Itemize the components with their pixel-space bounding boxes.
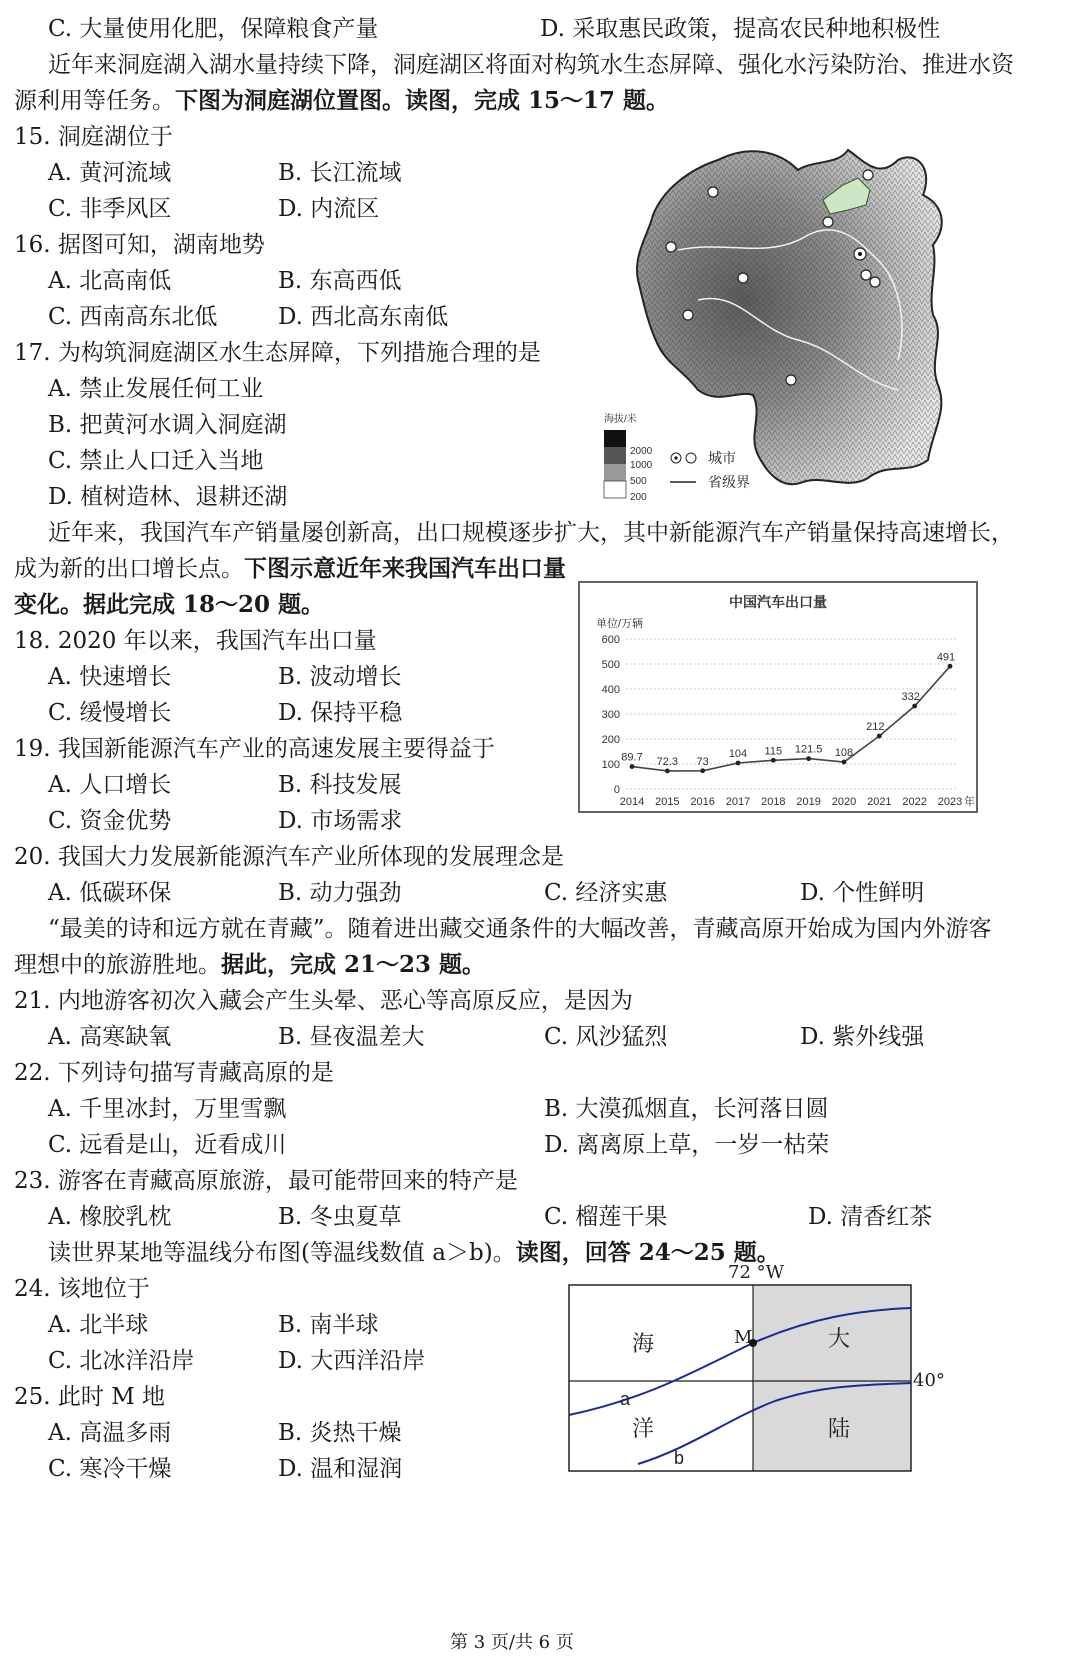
point-m-label: M (734, 1327, 753, 1348)
data-label: 104 (728, 748, 748, 760)
y-tick-label: 100 (601, 759, 620, 771)
question-19: 19. 我国新能源汽车产业的高速发展主要得益于 (14, 736, 495, 762)
page-footer: 第 3 页/共 6 页 (450, 1632, 574, 1653)
q22-option-b: B. 大漠孤烟直，长河落日圆 (544, 1096, 829, 1122)
q19-option-d: D. 市场需求 (278, 808, 403, 834)
data-label: 115 (764, 745, 783, 758)
q16-option-b: B. 东高西低 (278, 268, 402, 294)
data-point (948, 664, 953, 669)
isotherm-b-label: b (674, 1448, 685, 1468)
svg-text:500: 500 (630, 476, 647, 487)
capital-dot (858, 252, 862, 256)
q20-option-a: A. 低碳环保 (48, 880, 172, 906)
q17-option-d: D. 植树造林、退耕还湖 (48, 484, 288, 510)
data-point (771, 758, 776, 763)
q20-option-c: C. 经济实惠 (544, 880, 668, 906)
question-24: 24. 该地位于 (14, 1276, 150, 1302)
q19-option-a: A. 人口增长 (48, 772, 172, 798)
x-tick-label: 2020 (831, 796, 857, 808)
q18-option-b: B. 波动增长 (278, 664, 402, 690)
q21-option-d: D. 紫外线强 (800, 1024, 925, 1050)
q23-option-c: C. 榴莲干果 (544, 1204, 668, 1230)
x-tick-label: 2016 (690, 796, 715, 808)
land-label-2: 陆 (828, 1417, 851, 1442)
q15-option-d: D. 内流区 (278, 196, 380, 222)
x-tick-label: 2014 (619, 796, 645, 808)
q19-option-b: B. 科技发展 (278, 772, 402, 798)
q23-option-a: A. 橡胶乳枕 (48, 1204, 172, 1230)
data-label: 73 (696, 755, 709, 768)
data-point (700, 768, 705, 773)
data-point (665, 769, 670, 774)
chart-frame (578, 581, 978, 813)
question-22: 22. 下列诗句描写青藏高原的是 (14, 1060, 334, 1086)
q22-option-d: D. 离离原上草，一岁一枯荣 (544, 1132, 830, 1158)
q21-option-c: C. 风沙猛烈 (544, 1024, 668, 1050)
question-20: 20. 我国大力发展新能源汽车产业所体现的发展理念是 (14, 844, 564, 870)
data-label: 212 (866, 721, 885, 733)
q15-option-c: C. 非季风区 (48, 196, 172, 222)
y-tick-label: 400 (601, 684, 620, 696)
question-25: 25. 此时 M 地 (14, 1384, 166, 1410)
land-label-1: 大 (828, 1327, 851, 1352)
q23-option-b: B. 冬虫夏草 (278, 1204, 402, 1230)
passage-tibet-2: 理想中的旅游胜地。据此，完成 21～23 题。 (14, 951, 486, 978)
passage-car-2: 成为新的出口增长点。下图示意近年来我国汽车出口量 (14, 555, 566, 582)
q15-option-a: A. 黄河流域 (48, 160, 172, 186)
dongting-lake-map (598, 130, 1038, 522)
x-tick-label: 2017 (725, 796, 751, 808)
sea-label-1: 海 (632, 1332, 655, 1357)
longitude-label: 72 °W (728, 1262, 785, 1283)
q16-option-a: A. 北高南低 (48, 268, 172, 294)
x-tick-label: 2022 (902, 796, 927, 808)
q20-option-d: D. 个性鲜明 (800, 880, 925, 906)
y-tick-label: 600 (601, 634, 620, 646)
chart-unit-label: 单位/万辆 (596, 618, 644, 630)
data-label: 89.7 (621, 751, 643, 764)
question-23: 23. 游客在青藏高原旅游，最可能带回来的特产是 (14, 1168, 518, 1194)
elevation-legend (604, 412, 653, 503)
isotherm-a-label: a (620, 1389, 631, 1409)
y-tick-label: 200 (601, 734, 620, 746)
passage-isotherm: 读世界某地等温线分布图(等温线数值 a＞b)。读图，回答 24～25 题。 (48, 1239, 780, 1266)
q18-option-c: C. 缓慢增长 (48, 700, 172, 726)
data-label: 332 (901, 691, 920, 703)
q25-option-b: B. 炎热干燥 (278, 1420, 402, 1446)
q25-option-d: D. 温和湿润 (278, 1456, 403, 1482)
svg-text:200: 200 (630, 492, 647, 503)
svg-text:省级界: 省级界 (708, 475, 750, 491)
isotherm-diagram (560, 1258, 980, 1478)
q19-option-c: C. 资金优势 (48, 808, 172, 834)
y-tick-label: 500 (601, 659, 620, 671)
q17-option-b: B. 把黄河水调入洞庭湖 (48, 412, 287, 438)
q20-option-b: B. 动力强劲 (278, 880, 402, 906)
data-label: 121.5 (794, 743, 823, 756)
data-point (877, 734, 882, 739)
y-tick-label: 300 (601, 709, 620, 721)
q18-option-a: A. 快速增长 (48, 664, 172, 690)
q21-option-b: B. 昼夜温差大 (278, 1024, 425, 1050)
passage-donting-1: 近年来洞庭湖入湖水量持续下降，洞庭湖区将面对构筑水生态屏障、强化水污染防治、推进水资 (48, 52, 1014, 78)
q25-option-a: A. 高温多雨 (48, 1420, 172, 1446)
chart-title: 中国汽车出口量 (729, 594, 827, 610)
question-17: 17. 为构筑洞庭湖区水生态屏障，下列措施合理的是 (14, 340, 541, 366)
svg-text:2000: 2000 (630, 446, 653, 457)
q23-option-d: D. 清香红茶 (808, 1204, 933, 1230)
svg-text:1000: 1000 (630, 460, 653, 471)
q14-option-d: D. 采取惠民政策，提高农民种地积极性 (540, 16, 941, 42)
land-area (753, 1285, 911, 1471)
q17-option-c: C. 禁止人口迁入当地 (48, 448, 264, 474)
q22-option-c: C. 远看是山，近看成川 (48, 1132, 287, 1158)
question-16: 16. 据图可知，湖南地势 (14, 232, 265, 258)
data-label: 491 (936, 651, 956, 664)
data-label: 108 (834, 747, 854, 759)
data-point (630, 764, 635, 769)
export-series-line (632, 666, 950, 771)
q22-option-a: A. 千里冰封，万里雪飘 (48, 1096, 287, 1122)
x-tick-label: 2015 (655, 796, 680, 808)
question-18: 18. 2020 年以来，我国汽车出口量 (14, 628, 377, 654)
q24-option-b: B. 南半球 (278, 1312, 379, 1338)
x-tick-label: 2019 (796, 796, 821, 808)
question-21: 21. 内地游客初次入藏会产生头晕、恶心等高原反应，是因为 (14, 988, 633, 1014)
q21-option-a: A. 高寒缺氧 (48, 1024, 172, 1050)
data-point (736, 761, 741, 766)
svg-text:海拔/米: 海拔/米 (604, 414, 637, 425)
q24-option-d: D. 大西洋沿岸 (278, 1348, 426, 1374)
passage-tibet-1: “最美的诗和远方就在青藏”。随着进出藏交通条件的大幅改善，青藏高原开始成为国内外游客 (48, 916, 992, 942)
q15-option-b: B. 长江流域 (278, 160, 402, 186)
passage-car-3: 变化。据此完成 18～20 题。 (14, 591, 325, 618)
car-export-chart (580, 583, 976, 811)
latitude-label: 40° (913, 1370, 945, 1391)
data-point (806, 756, 811, 761)
data-point (912, 704, 917, 709)
q16-option-c: C. 西南高东北低 (48, 304, 218, 330)
q24-option-a: A. 北半球 (48, 1312, 149, 1338)
data-point (842, 760, 847, 765)
x-tick-label: 2021 (867, 796, 892, 808)
passage-donting-2: 源利用等任务。下图为洞庭湖位置图。读图，完成 15～17 题。 (14, 87, 670, 114)
x-tick-label: 2018 (761, 796, 786, 808)
x-axis-suffix: 年 (964, 796, 975, 808)
data-label: 72.3 (656, 755, 679, 768)
svg-text:城市: 城市 (708, 451, 736, 467)
q14-option-c: C. 大量使用化肥，保障粮食产量 (48, 16, 379, 42)
q25-option-c: C. 寒冷干燥 (48, 1456, 172, 1482)
passage-car-1: 近年来，我国汽车产销量屡创新高，出口规模逐步扩大，其中新能源汽车产销量保持高速增长， (48, 520, 1014, 546)
city-legend (670, 451, 750, 491)
x-tick-label: 2023 (937, 796, 963, 808)
q24-option-c: C. 北冰洋沿岸 (48, 1348, 195, 1374)
y-tick-label: 0 (613, 784, 620, 796)
sea-label-2: 洋 (632, 1417, 655, 1442)
q16-option-d: D. 西北高东南低 (278, 304, 449, 330)
q18-option-d: D. 保持平稳 (278, 700, 403, 726)
question-15: 15. 洞庭湖位于 (14, 124, 173, 150)
q17-option-a: A. 禁止发展任何工业 (48, 376, 264, 402)
